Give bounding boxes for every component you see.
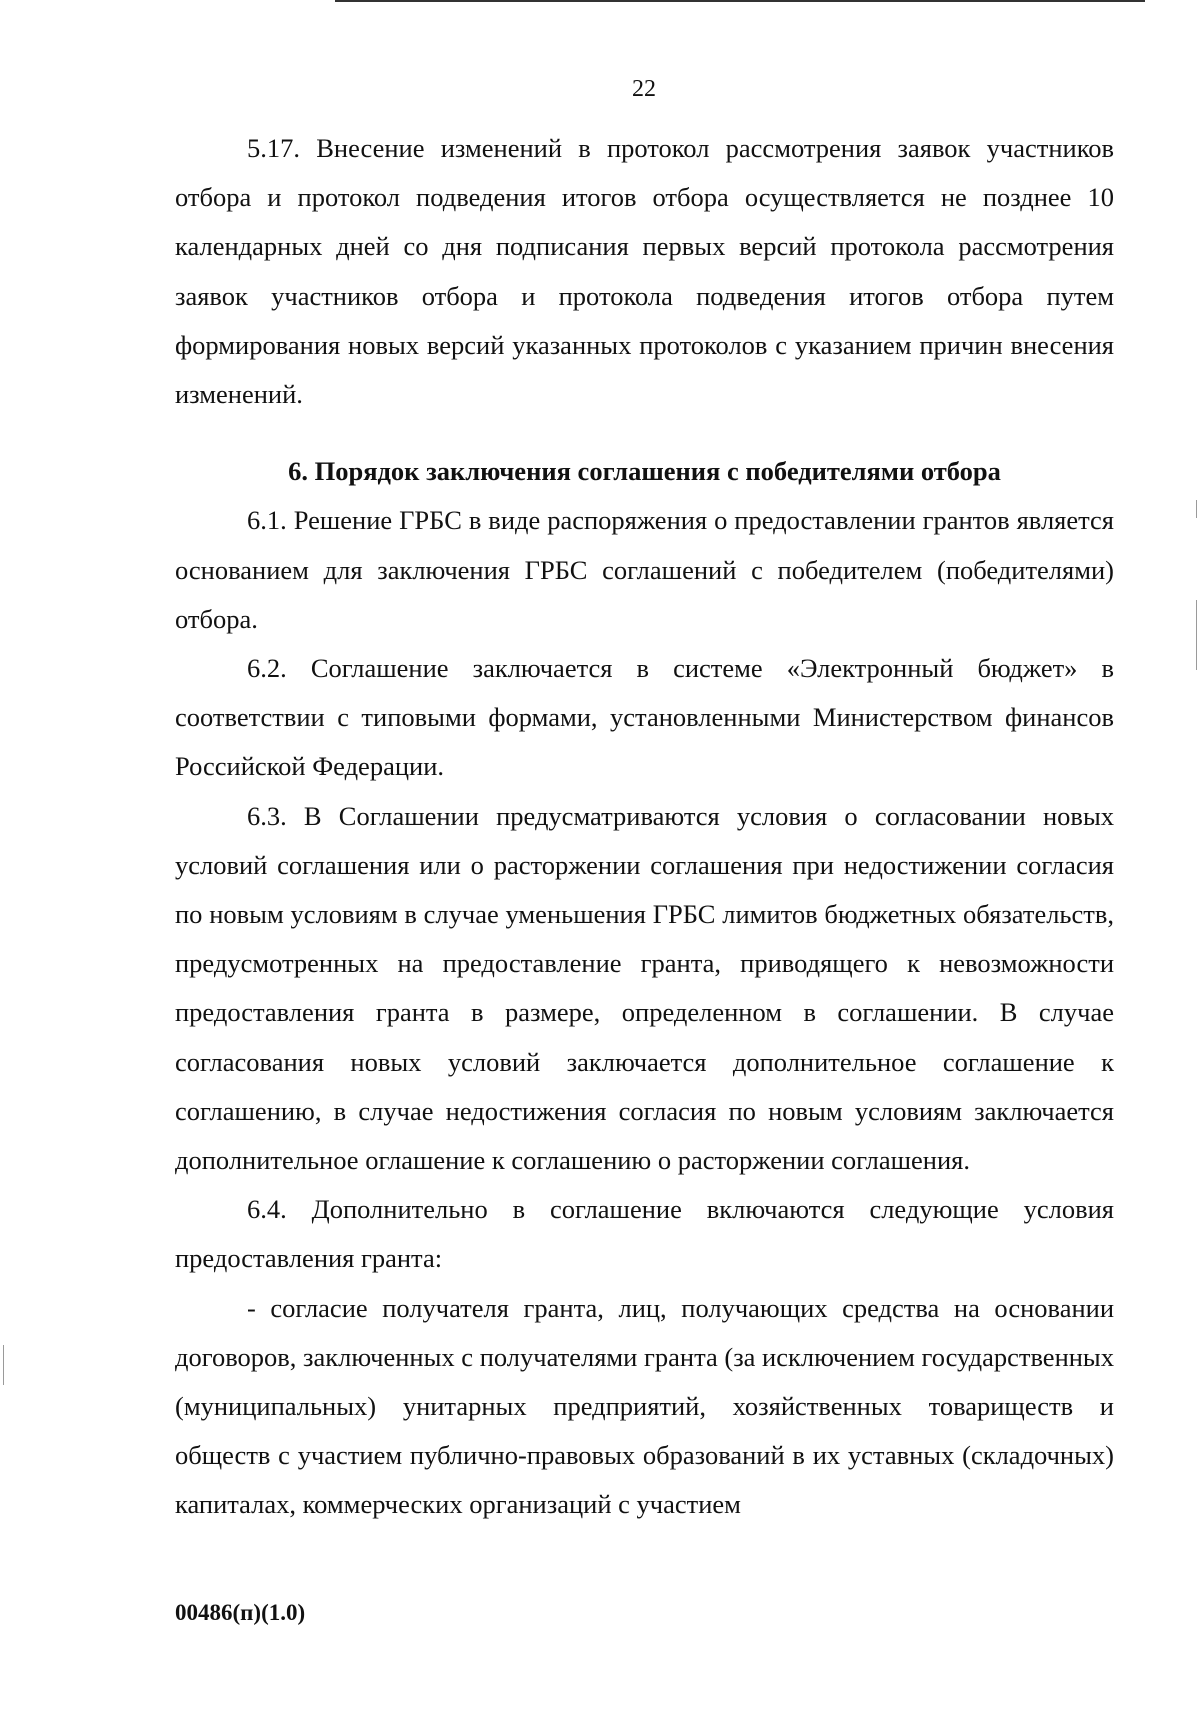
paragraph-6-3: 6.3. В Соглашении предусматриваются условия о согласовании новых условий соглашения или о расторжении соглашения при недостижении согласия по новым условиям в случае уменьшения ГРБС лимитов бюджетных обязательств, предусмотренных на предоставление гранта, приводящего к невозможности предоставления гранта в размере, определенном в соглашении. В случае согласования новых условий заключается дополнительное соглашение к соглашению, в случае недостижения согласия по новым условиям заключается дополнительное оглашение к соглашению о расторжении соглашения. xyxy=(175,800,1114,1176)
paragraph-5-17: 5.17. Внесение изменений в протокол рассмотрения заявок участников отбора и протокол подведения итогов отбора осуществляется не позднее 10 календарных дней со дня подписания первых версий протокола рассмотрения заявок участников отбора и протокола подведения итогов отбора путем формирования новых версий указанных протоколов с указанием причин внесения изменений. xyxy=(175,133,1114,410)
scan-edge-mark xyxy=(1196,600,1197,670)
scan-edge-mark xyxy=(3,1345,4,1385)
document-body xyxy=(175,124,1114,1530)
section-gap xyxy=(175,419,1114,447)
paragraph-6-2: 6.2. Соглашение заключается в системе «Электронный бюджет» в соответствии с типовыми формами, установленными Министерством финансов Российской Федерации. xyxy=(175,653,1114,782)
paragraph-6-4-list-item: - согласие получателя гранта, лиц, получающих средства на основании договоров, заключенных с получателями гранта (за исключением государственных (муниципальных) унитарных предприятий, хозяйственных товариществ и обществ с участием публично-правовых образований в их уставных (складочных) капиталах, коммерческих организаций с участием xyxy=(175,1292,1114,1520)
document-code: 00486(п)(1.0) xyxy=(175,1600,306,1625)
paragraph-6-4: 6.4. Дополнительно в соглашение включаются следующие условия предоставления гранта: xyxy=(175,1194,1114,1274)
page-number: 22 xyxy=(632,76,656,102)
section-6-heading: 6. Порядок заключения соглашения с победителями отбора xyxy=(288,456,1001,487)
scan-edge-mark xyxy=(1196,500,1197,518)
paragraph-6-1: 6.1. Решение ГРБС в виде распоряжения о предоставлении грантов является основанием для заключения ГРБС соглашений с победителем (победителями) отбора. xyxy=(175,505,1114,634)
scan-top-border xyxy=(335,0,1145,2)
